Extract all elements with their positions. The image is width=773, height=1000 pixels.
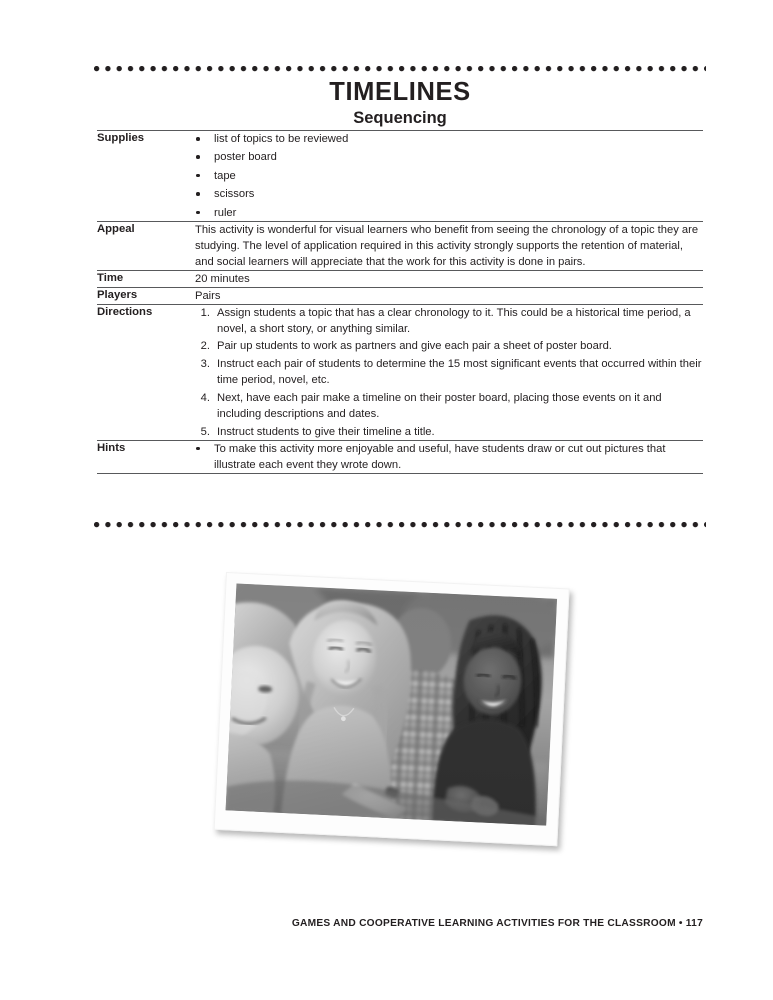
list-item-text: Assign students a topic that has a clear chronology to it. This could be a historical time period, a novel, a short story, or anything similar. [217,306,691,335]
bullet-list [195,131,703,221]
list-item-text: Next, have each pair make a timeline on their poster board, placing those events on it and including descriptions and dates. [217,391,662,420]
photo-frame [214,572,570,846]
list-item-text: Instruct each pair of students to determine the 15 most significant events that occurred within their time period, novel, etc. [217,358,702,387]
page-subtitle: Sequencing [353,108,447,127]
page-title: TIMELINES [329,78,471,106]
list-item [195,356,703,388]
spec-row-label: Appeal [97,222,135,235]
list-item-number: 1. [200,306,210,319]
list-item: poster board [195,149,703,165]
activity-spec-table [97,130,703,474]
list-item-text: Instruct students to give their timeline a title. [217,425,435,438]
spec-row [97,287,703,304]
list-item-number: 4. [200,391,210,404]
spec-row [97,270,703,287]
spec-value-text: Pairs [195,289,221,302]
spec-row [97,221,703,270]
list-item: list of topics to be reviewed [195,131,703,147]
spec-row-label: Players [97,288,138,301]
list-item: tape [195,168,703,184]
spec-row [97,304,703,440]
spec-row [97,131,703,222]
page-footer: GAMES AND COOPERATIVE LEARNING ACTIVITIES FOR THE CLASSROOM • 117 [291,918,703,929]
numbered-list [195,305,703,440]
spec-row-label: Supplies [97,132,145,144]
spec-row-body [195,287,703,304]
spec-value-text: 20 minutes [195,272,250,285]
list-item-number: 5. [200,425,210,438]
list-item: To make this activity more enjoyable and useful, have students draw or cut out pictures that illustrate each event they wrote down. [195,441,703,473]
spec-row-label: Hints [97,441,126,454]
spec-row-label: Time [97,271,124,284]
spec-row-body [195,440,703,473]
spec-row [97,440,703,473]
bullet-list [195,441,703,473]
spec-row-body [195,270,703,287]
list-item [195,424,703,440]
spec-value-text: This activity is wonderful for visual learners who benefit from seeing the chronology of a topic they are studying. The level of application required in this activity strongly supports the retention of material, and social learners will appreciate that the work for this activity is done in pairs. [195,223,699,268]
list-item-text: Pair up students to work as partners and give each pair a sheet of poster board. [217,340,612,353]
spec-row-body [195,221,703,270]
list-item: ruler [195,205,703,221]
list-item [195,338,703,354]
photo-image [226,584,558,826]
spec-row-body [195,304,703,440]
photo-figure [226,572,576,844]
list-item: scissors [195,186,703,202]
dotted-rule-top [94,66,706,72]
dotted-rule-bottom [94,522,706,528]
spec-row-body [195,131,703,222]
list-item [195,390,703,422]
list-item-number: 2. [200,340,210,353]
spec-row-label: Directions [97,305,153,318]
list-item-number: 3. [200,358,210,371]
list-item [195,305,703,337]
page-heading [94,78,706,128]
